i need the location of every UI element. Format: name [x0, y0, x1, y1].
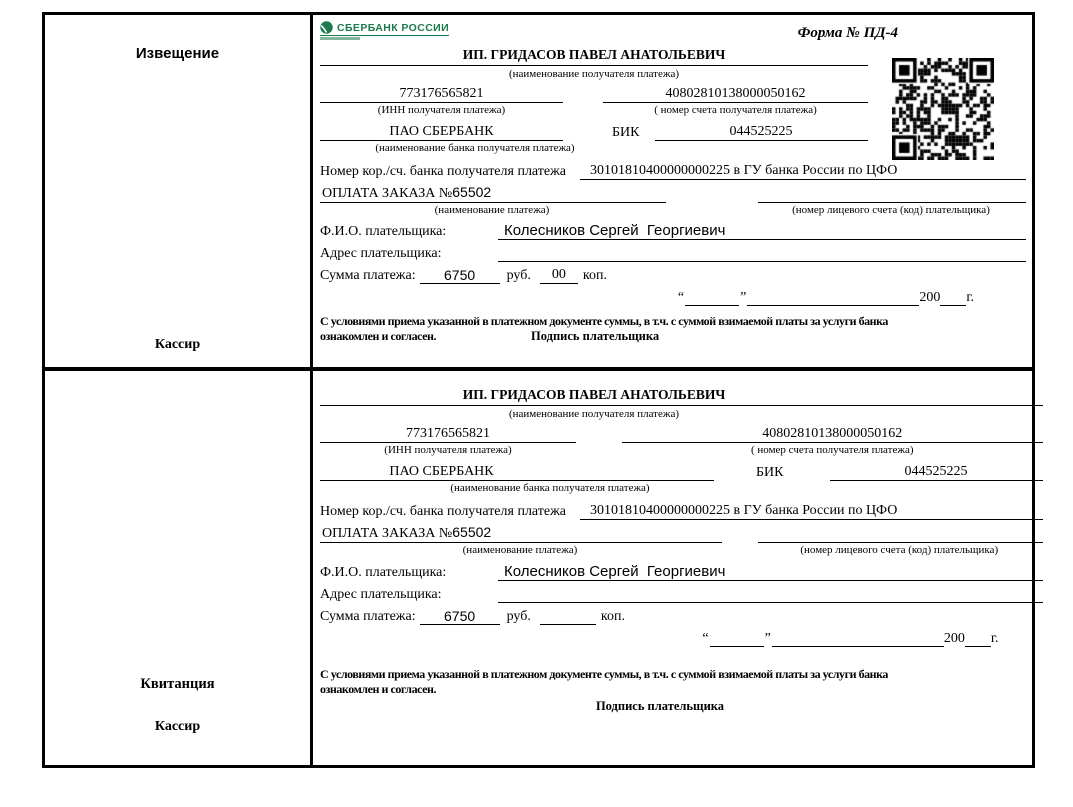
kop-label: коп.	[600, 609, 625, 624]
signature-label: Подпись плательщика	[595, 699, 725, 713]
date-row	[701, 628, 998, 647]
date-year-field	[965, 646, 991, 647]
corr-field: 30101810400000000225 в ГУ банка России по ЦФО	[580, 163, 1026, 180]
payer-name-field: Колесников Сергей Георгиевич	[498, 563, 1043, 581]
payment-name-row	[320, 183, 1026, 203]
payee-name-value: ИП. ГРИДАСОВ ПАВЕЛ АНАТОЛЬЕВИЧ	[462, 47, 726, 62]
rub-label: руб.	[506, 268, 531, 283]
payee-name-value: ИП. ГРИДАСОВ ПАВЕЛ АНАТОЛЬЕВИЧ	[462, 387, 726, 402]
amount-kop-field: 00	[540, 267, 578, 284]
quote-close: ”	[764, 631, 771, 646]
payment-captions	[320, 544, 1043, 556]
payment-caption: (наименование платежа)	[462, 544, 578, 556]
payment-name-label: ОПЛАТА ЗАКАЗА №	[322, 186, 453, 201]
date-month-field	[747, 305, 919, 306]
personal-account-caption: (номер лицевого счета (код) плательщика)	[792, 204, 990, 216]
payer-address-row	[320, 244, 1026, 262]
payer-address-field	[498, 261, 1026, 262]
payer-name-row	[320, 562, 1043, 581]
quote-open: “	[702, 631, 709, 646]
payer-address-field	[498, 602, 1043, 603]
terms-line2: ознакомлен и согласен.	[320, 328, 437, 343]
receipt-form-cell	[313, 371, 1049, 765]
sberbank-logo-main	[320, 21, 449, 36]
bank-name-value: ПАО СБЕРБАНК	[389, 464, 494, 479]
year-prefix: 200	[943, 631, 965, 646]
payee-name-caption: (наименование получателя платежа)	[508, 68, 680, 80]
terms-line1: С условиями приема указанной в платежном документе суммы, в т.ч. с суммой взимаемой платы за услуги банка	[320, 314, 888, 328]
inn-account-captions	[320, 444, 1043, 456]
account-caption: ( номер счета получателя платежа)	[654, 104, 817, 116]
payee-name-caption: (наименование получателя платежа)	[508, 408, 680, 420]
account-field: 40802810138000050162	[603, 86, 868, 103]
amount-label: Сумма платежа:	[320, 609, 416, 624]
amount-rub-field: 6750	[420, 267, 500, 284]
date-year-field	[940, 305, 966, 306]
terms-line2: ознакомлен и согласен.	[320, 681, 437, 696]
amount-row	[320, 606, 1043, 625]
bank-name-field	[320, 124, 563, 141]
signature-label: Подпись плательщика	[531, 328, 660, 343]
receipt-title: Квитанция	[140, 676, 215, 692]
qr-code	[892, 58, 994, 160]
sberbank-emblem-icon	[320, 21, 333, 34]
amount-kop-field	[540, 624, 596, 625]
bank-bik-row	[320, 461, 1043, 481]
bank-name-caption: (наименование банка получателя платежа)	[450, 482, 650, 494]
cashier-label: Кассир	[154, 337, 201, 352]
corr-account-row	[320, 160, 1026, 180]
receipt-section	[45, 371, 1032, 765]
personal-account-caption: (номер лицевого счета (код) плательщика)	[800, 544, 999, 556]
bik-label: БИК	[756, 465, 784, 480]
bank-name-value: ПАО СБЕРБАНК	[389, 124, 494, 139]
inn-caption: (ИНН получателя платежа)	[384, 444, 512, 456]
date-day-field	[710, 646, 764, 647]
notice-section	[45, 15, 1032, 371]
receipt-left-cell	[45, 371, 313, 765]
corr-label: Номер кор./сч. банка получателя платежа	[320, 504, 566, 519]
document-table	[42, 12, 1035, 768]
payee-name-field	[320, 47, 868, 66]
amount-row	[320, 265, 1026, 284]
terms-line2-row	[320, 329, 1026, 344]
payer-address-label: Адрес плательщика:	[320, 246, 442, 261]
amount-rub-field: 6750	[420, 608, 500, 625]
rub-label: руб.	[506, 609, 531, 624]
corr-field: 30101810400000000225 в ГУ банка России по ЦФО	[580, 503, 1043, 520]
kop-label: коп.	[582, 268, 607, 283]
payment-captions	[320, 204, 1026, 216]
account-field: 40802810138000050162	[622, 426, 1043, 443]
quote-open: “	[677, 290, 685, 305]
year-prefix: 200	[919, 290, 941, 305]
cashier-label: Кассир	[154, 719, 201, 734]
inn-field: 773176565821	[320, 426, 576, 443]
year-suffix: г.	[990, 631, 999, 646]
payment-name-field	[320, 184, 666, 203]
terms-block	[320, 667, 1043, 696]
notice-form-cell	[313, 15, 1032, 367]
bik-label: БИК	[612, 125, 640, 140]
bik-field: 044525225	[655, 124, 868, 141]
payment-caption: (наименование платежа)	[434, 204, 550, 216]
payment-order-number: 65502	[452, 184, 492, 200]
corr-account-row	[320, 500, 1043, 520]
payer-name-row	[320, 221, 1026, 240]
quote-close: ”	[740, 290, 747, 305]
inn-field: 773176565821	[320, 86, 563, 103]
top-row	[320, 19, 898, 45]
payer-name-label: Ф.И.О. плательщика:	[320, 224, 447, 239]
account-caption: ( номер счета получателя платежа)	[751, 444, 914, 456]
payer-name-label: Ф.И.О. плательщика:	[320, 565, 447, 580]
corr-label: Номер кор./сч. банка получателя платежа	[320, 164, 566, 179]
spacer	[563, 104, 603, 116]
terms-block	[320, 314, 1026, 343]
payment-order-number: 65502	[452, 524, 492, 540]
date-month-field	[772, 646, 944, 647]
spacer	[576, 444, 622, 456]
year-suffix: г.	[966, 290, 974, 305]
date-day-field	[685, 305, 739, 306]
sberbank-logo-text: СБЕРБАНК РОССИИ	[337, 21, 450, 34]
payer-address-row	[320, 585, 1043, 603]
terms-line1: С условиями приема указанной в платежном документе суммы, в т.ч. с суммой взимаемой платы за услуги банка	[320, 667, 888, 681]
bank-name-caption: (наименование банка получателя платежа)	[375, 142, 575, 154]
bik-field: 044525225	[830, 464, 1043, 481]
payment-name-field	[320, 524, 722, 543]
form-number: Форма № ПД-4	[797, 25, 898, 41]
bank-name-field	[320, 464, 714, 481]
payer-name-field: Колесников Сергей Георгиевич	[498, 222, 1026, 240]
payment-name-row	[320, 523, 1043, 543]
inn-caption: (ИНН получателя платежа)	[377, 104, 506, 116]
payer-address-label: Адрес плательщика:	[320, 587, 442, 602]
payee-name-field	[320, 387, 1043, 406]
sberbank-logo	[320, 21, 449, 40]
personal-account-field	[758, 542, 1043, 543]
sberbank-tagline	[320, 37, 360, 40]
date-row	[677, 287, 974, 306]
notice-left-cell	[45, 15, 313, 367]
inn-account-row	[320, 424, 1043, 443]
notice-title: Извещение	[135, 45, 220, 62]
amount-label: Сумма платежа:	[320, 268, 416, 283]
payment-name-label: ОПЛАТА ЗАКАЗА №	[322, 526, 453, 541]
personal-account-field	[758, 202, 1026, 203]
